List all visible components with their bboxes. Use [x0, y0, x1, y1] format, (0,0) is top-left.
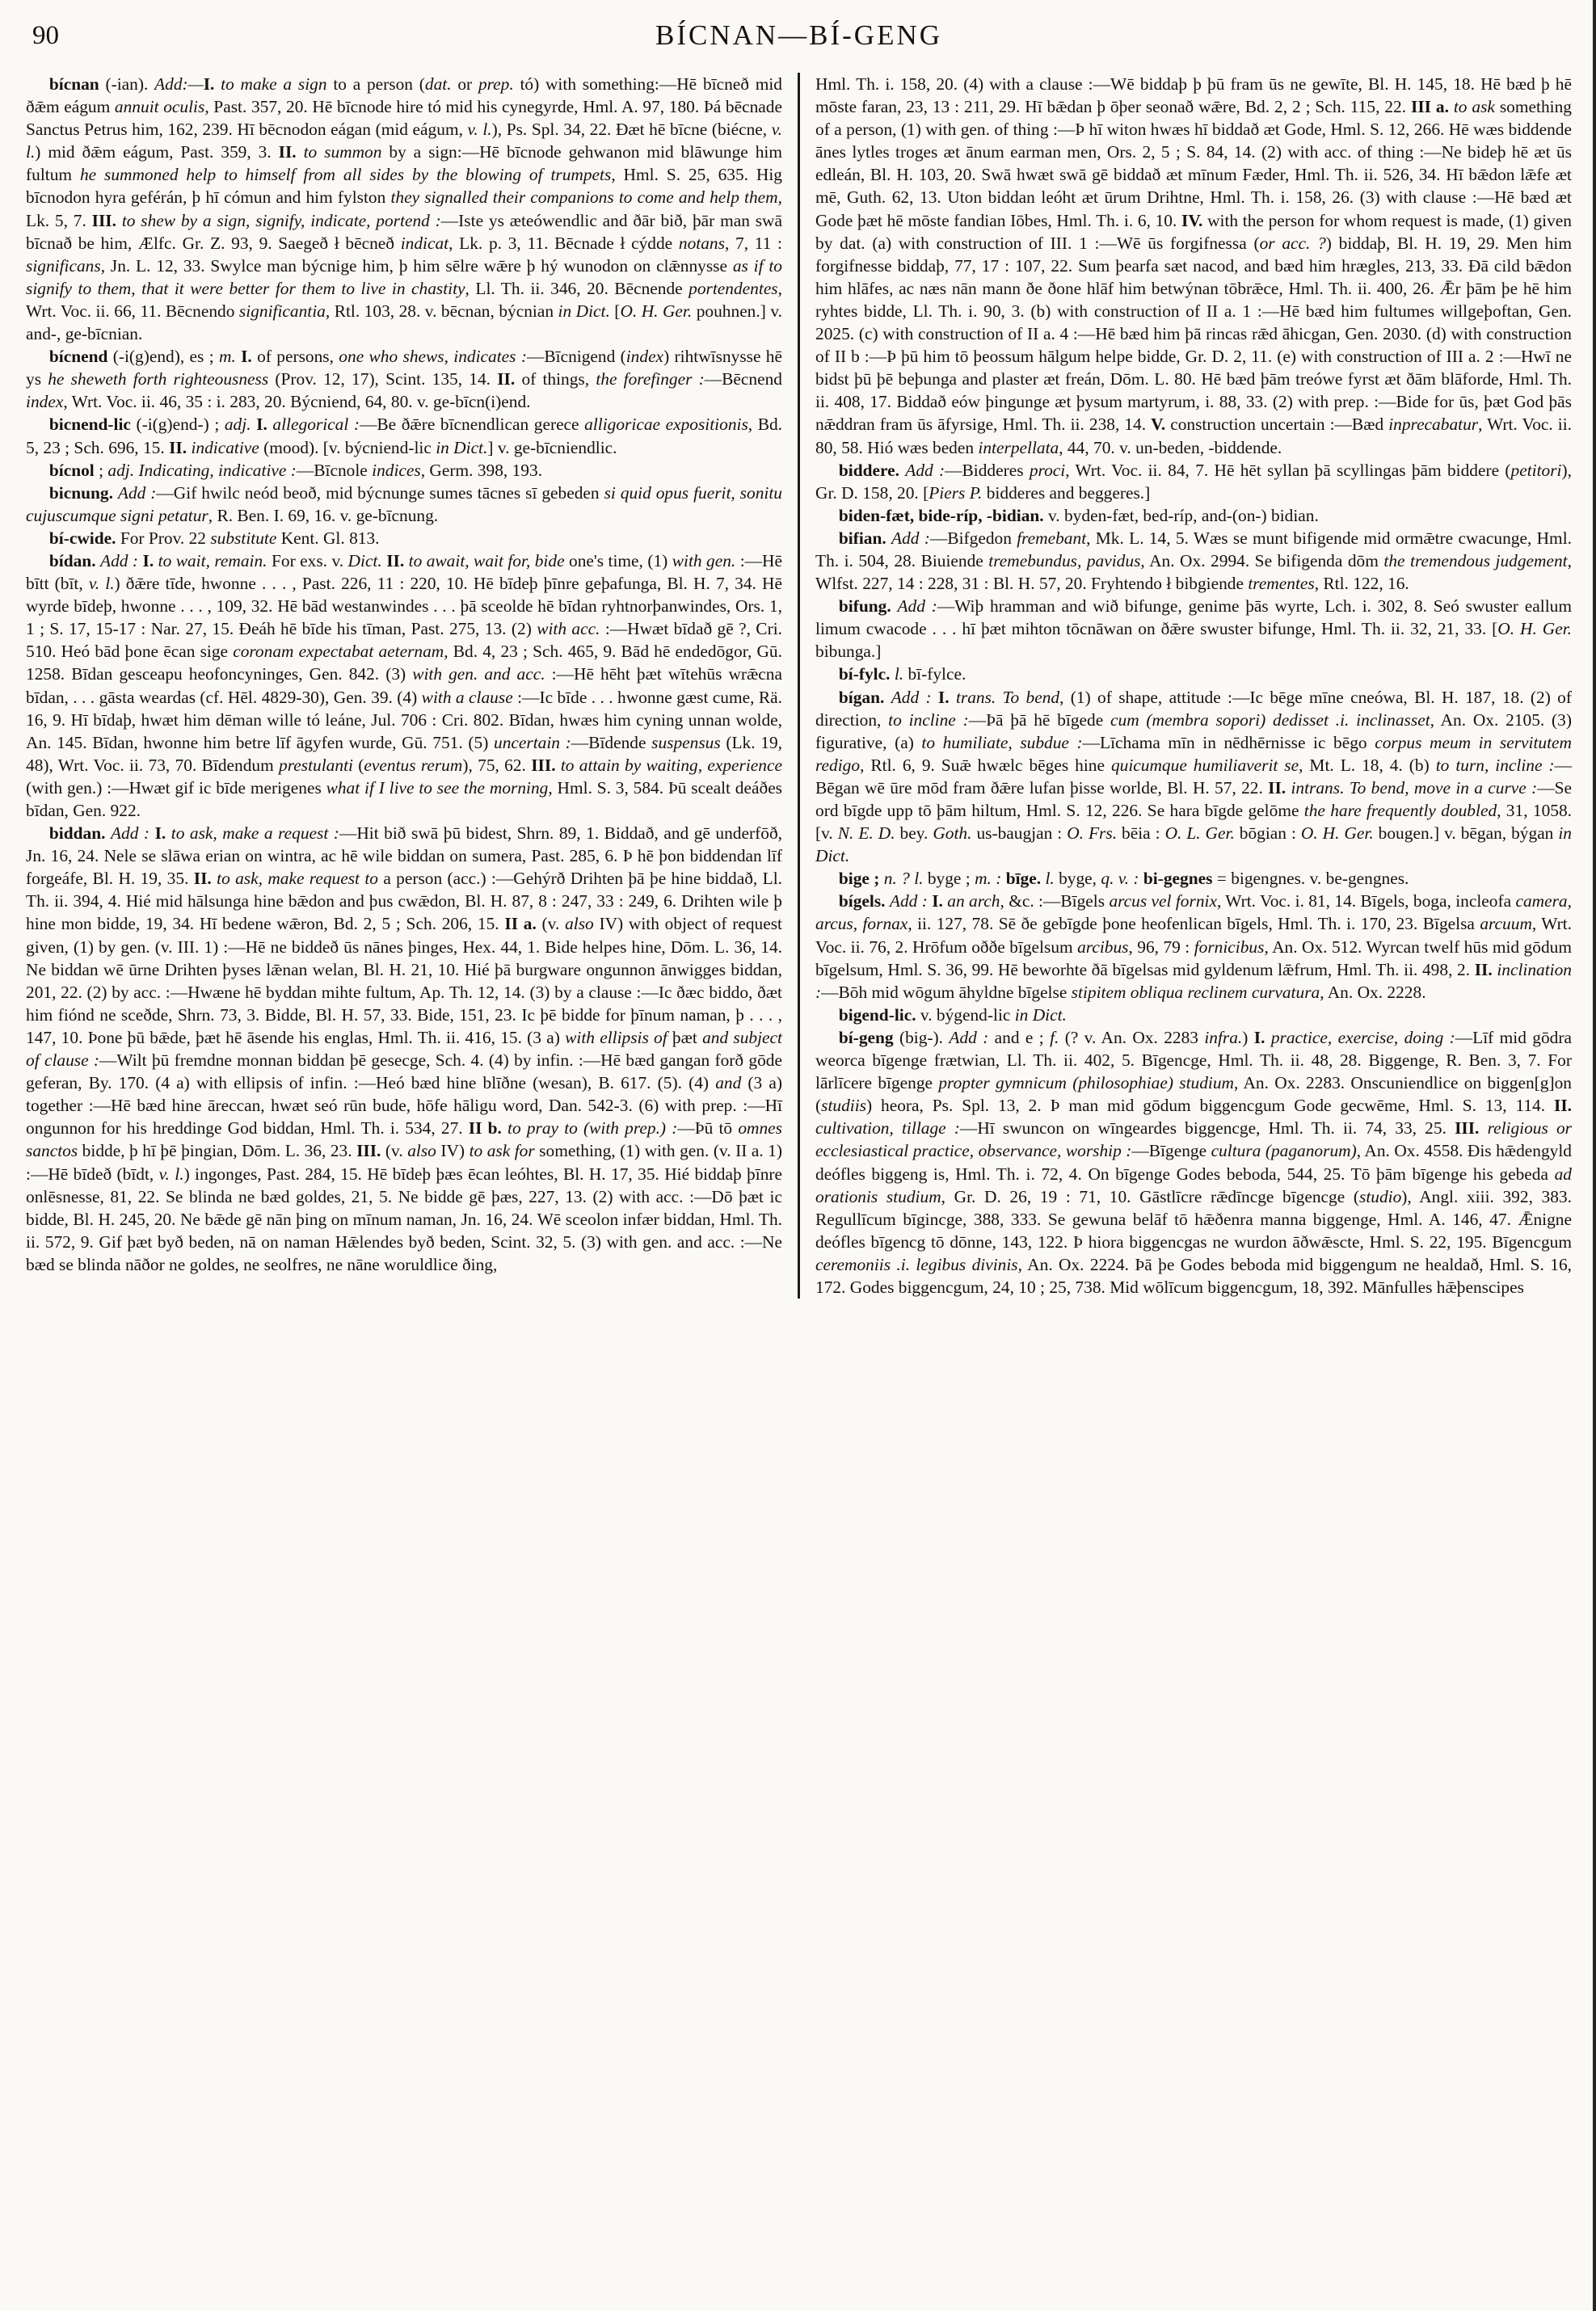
- entry-bicnend: bícnend (-i(g)end), es ; m. I. of persons, one who shews, indicates :—Bīcnigend (index) rihtwīsnysse hē ys he sheweth forth righteousness (Prov. 12, 17), Scint. 135, 14. II. of things, the forefinger :—Bēcnend index, Wrt. Voc. ii. 46, 35 : i. 283, 20. Býcniend, 64, 80. v. ge-bīcn(i)end.: [26, 347, 782, 412]
- entry-bicnan: bícnan (-ian). Add:—I. to make a sign to a person (dat. or prep. tó) with something:—Hē bīcneð mid ðǣm eágum annuit oculis, Past. 357, 20. Hē bīcnode hire tó mid his cynegyrde, Hml. A. 97, 180. Þá bēcnade Sanctus Petrus him, 162, 239. Hī bēcnodon eágan (mid eágum, v. l.), Ps. Spl. 34, 22. Ðæt hē bīcne (biécne, v. l.) mid ðǣm eágum, Past. 359, 3. II. to summon by a sign:—Hē bīcnode gehwanon mid blāwunge him fultum he summoned help to himself from all sides by the blowing of trumpets, Hml. S. 25, 635. Hig bīcnodon hyra geférán, þ hī cómun and him fylston they signalled their companions to come and help them, Lk. 5, 7. III. to shew by a sign, signify, indicate, portend :—Iste ys æteówendlic and ðār bið, þār man swā bīcnað be him, Ælfc. Gr. Z. 93, 9. Saegeð ł bēcneð indicat, Lk. p. 3, 11. Bēcnade ł cýdde notans, 7, 11 : significans, Jn. L. 12, 33. Swylce man býcnige him, þ him sēlre wǣre þ hý wunodon on clǣnnysse as if to signify to them, that it were better for them to live in chastity, Ll. Th. ii. 346, 20. Bēcnende portendentes, Wrt. Voc. ii. 66, 11. Bēcnendo significantia, Rtl. 103, 28. v. bēcnan, býcnian in Dict. [O. H. Ger. pouhnen.] v. and-, ge-bīcnian.: [26, 74, 782, 344]
- entry-bi-cwide: bí-cwide. For Prov. 22 substitute Kent. Gl. 813.: [48, 528, 380, 548]
- entry-bicnol: bícnol ; adj. Indicating, indicative :—Bīcnole indices, Germ. 398, 193.: [48, 460, 543, 480]
- entry-biddan-continuation: Hml. Th. i. 158, 20. (4) with a clause :—Wē biddaþ þ þū fram ūs ne gewīte, Bl. H. 145, 18. Hē bæd þ hē mōste faran, 23, 13 : 211, 29. Hī bǣdan þ ōþer seonað wǣre, Bd. 2, 2 ; Sch. 115, 22. III a. to ask something of a person, (1) with gen. of thing :—Þ hī witon hwæs hī biddað æt Gode, Hml. S. 12, 266. Hē wæs biddende ānes lytles troges æt ānum earman men, Ors. 2, 5 ; S. 84, 14. (2) with acc. of thing :—Ne bideþ hē æt ūs edleán, Bl. H. 103, 20. Swā hwæt swā gē biddað æt mīnum Fæder, Hml. Th. ii. 526, 34. Hī bǣdon lǣfe æt mē, Guth. 62, 13. Uton biddan leóht æt ūrum Drihtne, Hml. Th. i. 158, 26. (3) with clause :—Hē bæd æt Gode þæt hē mōste fandian Iōbes, Hml. Th. i. 6, 10. IV. with the person for whom request is made, (1) given by dat. (a) with construction of III. 1 :—Wē ūs forgifnessa (or acc. ?) biddaþ, Bl. H. 19, 29. Men him forgifnesse biddaþ, 77, 17 : 107, 22. Sum þearfa sæt nacod, and bæd him hrægles, 213, 33. Ðā cild bǣdon him hlāfes, ac næs nān mann ðe ðone hlāf him betwýnan tōbrǣce, Hml. Th. ii. 400, 26. Ǣr þām þe hē him ryhtes bidde, Ll. Th. i. 90, 3. (b) with construction of II a. 1 :—Hē bæd him fultumes willgeþoftan, Gen. 2025. (c) with construction of II a. 4 :—Hē bæd him þā rincas rǣd āhicgan, Gen. 2030. (d) with construction of II b :—Þ þū him tō þeossum hālgum helpe bidde, Gr. D. 2, 11. (e) with construction of III a. 2 :—Hwī ne bidst þū þē beþunga and plaster æt freán, Dōm. L. 80. Hē bæd þām treówe fyrst æt ðām blāforde, Hml. Th. ii. 408, 17. Biddað eów þingunge æt þysum martyrum, i. 88, 33. (2) with prep. :—Bide for ūs, þæt God þās nǣddran fram ūs āfyrsige, Hml. Th. ii. 238, 14. V. construction uncertain :—Bæd inprecabatur, Wrt. Voc. ii. 80, 58. Hió wæs beden interpellata, 44, 70. v. un-beden, -biddende.: [815, 74, 1572, 457]
- entry-bi-geng: bí-geng (big-). Add : and e ; f. (? v. An. Ox. 2283 infra.) I. practice, exercise, doing :—Līf mid gōdra weorca bīgenge frætwian, Ll. Th. ii. 402, 5. Bīgencge, Hml. Th. ii. 48, 28. Biggenge, R. Ben. 3, 7. For lārlīcere bīgenge propter gymnicum (philosophiae) studium, An. Ox. 2283. Onscuniendlice on biggen[g]on (studiis) heora, Ps. Spl. 13, 2. Þ man mid gōdum biggencgum Gode gecwēme, Hml. S. 13, 114. II. cultivation, tillage :—Hī swuncon on wīngeardes biggencge, Hml. Th. ii. 74, 33, 25. III. religious or ecclesiastical practice, observance, worship :—Bīgenge cultura (paganorum), An. Ox. 4558. Ðis hǣdengyld deófles biggeng is, Hml. Th. i. 72, 4. On bīgenge Godes beboda, 544, 25. Tō þām bīgenge his gebeda ad orationis studium, Gr. D. 26, 19 : 71, 10. Gāstlīcre rǣdīncge bīgencge (studio), Angl. xiii. 392, 383. Regullīcum bīgincge, 388, 333. Se gewuna belāf tō hǣðenra manna biggenge, Hml. A. 146, 47. Ǣnigne deófles bīgencg tō dōnne, 143, 122. Þ hiora biggencgas ne wurdon āðwǣscte, Hml. S. 22, 195. Bīgencgum ceremoniis .i. legibus divinis, An. Ox. 2224. Þā þe Godes beboda mid biggengum ne healdað, Hml. S. 16, 172. Godes biggencgum, 24, 10 ; 25, 738. Mid wōlīcum biggencgum, 18, 392. Mānfulles hǣþenscipes: [815, 1027, 1573, 1297]
- entry-bidan: bídan. Add : I. to wait, remain. For exs. v. Dict. II. to await, wait for, bide one's time, (1) with gen. :—Hē bītt (bīt, v. l.) ðǣre tīde, hwonne . . . , Past. 226, 11 : 220, 10. Hē bīdeþ þīnre geþafunga, Bl. H. 7, 34. Hē wyrde bīdeþ, hwonne . . . , 109, 32. Hē bād westanwindes . . . þā sceolde hē bīdan ryhtnorþanwindes, Ors. 1, 1 ; S. 17, 15-17 : Nar. 27, 15. Ðeáh hē bīde his tīman, Past. 275, 13. (2) with acc. :—Hwæt bīdað gē ?, Cri. 510. Heó bād þone ēcan sige coronam expectabat aeternam, Bd. 4, 23 ; Sch. 465, 9. Bād hē endedōgor, Gū. 1258. Bīdan gesceapu heofoncyninges, Gen. 842. (3) with gen. and acc. :—Hē hēht þæt wītehūs wrǣcna bīdan, . . . gāsta weardas (cf. Hēl. 4829-30), Gen. 39. (4) with a clause :—Ic bīde . . . hwonne gæst cume, Rä. 16, 9. Hī bīdaþ, hwæt him dēman wille tó leáne, Jul. 706 : Cri. 802. Bīdan, hwæs him cyning unnan wolde, An. 145. Bīdan, hwonne him betre līf āgyfen wurde, Gū. 751. (5) uncertain :—Bīdende suspensus (Lk. 19, 48), Wrt. Voc. ii. 73, 70. Bīdendum prestulanti (eventus rerum), 75, 62. III. to attain by waiting, experience (with gen.) :—Hwæt gif ic bīde merigenes what if I live to see the morning, Hml. S. 3, 584. Þū scealt deáðes bīdan, Gen. 922.: [26, 550, 783, 820]
- page-header: [26, 19, 1572, 66]
- two-column-layout: [26, 73, 1572, 1299]
- entry-bifung: bifung. Add :—Wiþ hramman and wið bifunge, genime þās wyrte, Lch. i. 302, 8. Seó swuster eallum limum cwacode . . . hī þæt mihton tōcnāwan on ðǣre swuster bifunge, Hml. Th. ii. 32, 21, 33. [O. H. Ger. bibunga.]: [815, 596, 1573, 662]
- entry-bi-fylc: bí-fylc. l. bī-fylce.: [838, 664, 966, 684]
- entry-bige: bige ; n. ? l. byge ; m. : bīge. l. byge, q. v. : bi-gegnes = bigengnes. v. be-gengnes.: [838, 869, 1409, 889]
- entry-bigend-lic: bigend-lic. v. býgend-lic in Dict.: [838, 1004, 1067, 1025]
- right-column: [798, 73, 1572, 1299]
- entry-biddan: biddan. Add : I. to ask, make a request :—Hit bið swā þū bidest, Shrn. 89, 1. Biddað, and gē underfōð, Jn. 16, 24. Nele se slāwa erian on wintra, ac hē wile biddan on sumera, Past. 285, 6. Þ hē þon biddendan līf forgeáfe, Bl. H. 19, 35. II. to ask, make request to a person (acc.) :—Gehýrð Drihten þā þe hine biddað, Ll. Th. ii. 394, 4. Hié mid hālsunga hine bǣdon and þus cwǣdon, Bl. H. 87, 8 : 247, 33 : 249, 6. Drihten wile þ hine mon bidde, 19, 34. Hī bedene wǣron, Bd. 2, 5 ; Sch. 206, 15. II a. (v. also IV) with object of request given, (1) by gen. (v. III. 1) :—Hē ne biddeð ūs nānes þinges, Hex. 44, 1. Bide helpes hine, Dōm. L. 36, 14. Ne biddan wē ūrne Drihten þyses lǣnan welan, Bl. H. 21, 10. Hié þā burgware ongunnon ānwigges biddan, 201, 22. (2) by acc. :—Hwæne hē byddan mihte fultum, Ap. Th. 12, 14. (3) by a clause :—Ic ðæc biddo, ðæt him fiónd ne sceðde, Shrn. 73, 3. Bidde, Bl. H. 57, 33. Bide, 151, 23. Ic þē bidde for þīnum naman, þ . . . , 147, 10. Þone þū bǣde, þæt hē āsende his englas, Hml. Th. ii. 416, 15. (3 a) with ellipsis of þæt and subject of clause :—Wilt þū fremdne monnan biddan þē gesecge, Sch. 4. (4) by infin. :—Hē bæd gangan forð gōde geferan, By. 170. (4 a) with ellipsis of infin. :—Heó bæd hine blīðne (wesan), B. 617. (5). (4) and (3 a) together :—Hē bæd hine āreccan, hwæt seó rūn bude, hōfe hāligu word, Dan. 542-3. (6) with prep. :—Hī ongunnon for his hreddinge God biddan, Hml. Th. i. 534, 27. II b. to pray to (with prep.) :—Þū tō omnes sanctos bidde, þ hī þē þingian, Dōm. L. 36, 23. III. (v. also IV) to ask for something, (1) with gen. (v. II a. 1) :—Hē bīdeð (bīdt, v. l.) ingonges, Past. 284, 15. Hē bīdeþ þæs ēcan leóhtes, Bl. H. 17, 35. Hié biddaþ þīnre onlēsnesse, 81, 22. Se blinda ne bæd goldes, 21, 5. Ne bidde gē þæs, 227, 13. (2) with acc. :—Dō þæt ic bidde, Bl. H. 245, 20. Ne bǣde gē nān þing on mīnum naman, Jn. 16, 24. Wē sceolon infær biddan, Hml. Th. ii. 572, 9. Gif þæt byð beden, nā on naman Hǣlendes byð beden, Scint. 32, 5. (3) with gen. and acc. :—Ne bæd se blinda nāðor ne goldes, ne seolfres, ne nāne woruldlice ðing,: [26, 823, 783, 1274]
- page-number: 90: [32, 21, 59, 50]
- entry-bicnend-lic: bicnend-lic (-i(g)end-) ; adj. I. allegorical :—Be ðǣre bīcnendlican gerece alligoricae expositionis, Bd. 5, 23 ; Sch. 696, 15. II. indicative (mood). [v. býcniend-lic in Dict.] v. ge-bīcniendlic.: [26, 415, 783, 457]
- left-column: [26, 73, 798, 1299]
- entry-bigels: bígels. Add : I. an arch, &c. :—Bīgels arcus vel fornix, Wrt. Voc. i. 81, 14. Bīgels, boga, incleofa camera, arcus, fornax, ii. 127, 78. Sē ðe gebīgde þone heofenlican bīgels, Hml. Th. i. 170, 23. Bīgelsa arcuum, Wrt. Voc. ii. 76, 2. Hrōfum oððe bīgelsum arcibus, 96, 79 : fornicibus, An. Ox. 512. Wyrcan twelf hūs mid gōdum bīgelsum, Hml. S. 36, 99. Hē beworhte ðā bīgelsas mid gyldenum lǣfrum, Hml. Th. ii. 498, 2. II. inclination :—Bōh mid wōgum āhyldne bīgelse stipitem obliqua reclinem curvatura, An. Ox. 2228.: [815, 891, 1572, 1002]
- entry-bicnung: bicnung. Add :—Gif hwilc neód beoð, mid býcnunge sumes tācnes sī gebeden si quid opus fuerit, sonitu cujuscumque signi petatur, R. Ben. I. 69, 16. v. ge-bīcnung.: [26, 482, 782, 525]
- entry-biden-faet: biden-fæt, bide-ríp, -bidian. v. byden-fæt, bed-ríp, and-(on-) bidian.: [838, 505, 1319, 525]
- entry-bifian: bifian. Add :—Bifgedon fremebant, Mk. L. 14, 5. Wæs se munt bifigende mid ormǣtre cwacunge, Hml. Th. i. 504, 28. Biuiende tremebundus, pavidus, An. Ox. 2994. Se bifigenda dōm the tremendous judgement, Wlfst. 227, 14 : 228, 31 : Bl. H. 57, 20. Fryhtendo ł bibgiende trementes, Rtl. 122, 16.: [815, 528, 1572, 594]
- page-title: BÍCNAN—BÍ-GENG: [655, 19, 943, 51]
- entry-biddere: biddere. Add :—Bidderes proci, Wrt. Voc. ii. 84, 7. Hē hēt syllan þā scyllingas þām biddere (petitori), Gr. D. 158, 20. [Piers P. bidderes and beggeres.]: [815, 460, 1572, 503]
- entry-bigan: bígan. Add : I. trans. To bend, (1) of shape, attitude :—Ic bēge mīne cneówa, Bl. H. 187, 18. (2) of direction, to incline :—Þā þā hē bīgede cum (membra sopori) dedisset .i. inclinasset, An. Ox. 2105. (3) figurative, (a) to humiliate, subdue :—Līchama mīn in nēdhērnisse ic bēgo corpus meum in servitutem redigo, Rtl. 6, 9. Suǣ hwælc bēges hine quicumque humiliaverit se, Mt. L. 18, 4. (b) to turn, incline :—Bēgan wē ūre mōd fram ðǣre lufan þisse worlde, Bl. H. 57, 22. II. intrans. To bend, move in a curve :—Se ord bīgde upp tō þām hiltum, Hml. S. 12, 226. Se hara bīgde gelōme the hare frequently doubled, 31, 1058. [v. N. E. D. bey. Goth. us-baugjan : O. Frs. bēia : O. L. Ger. bōgian : O. H. Ger. bougen.] v. bēgan, býgan in Dict.: [815, 687, 1572, 866]
